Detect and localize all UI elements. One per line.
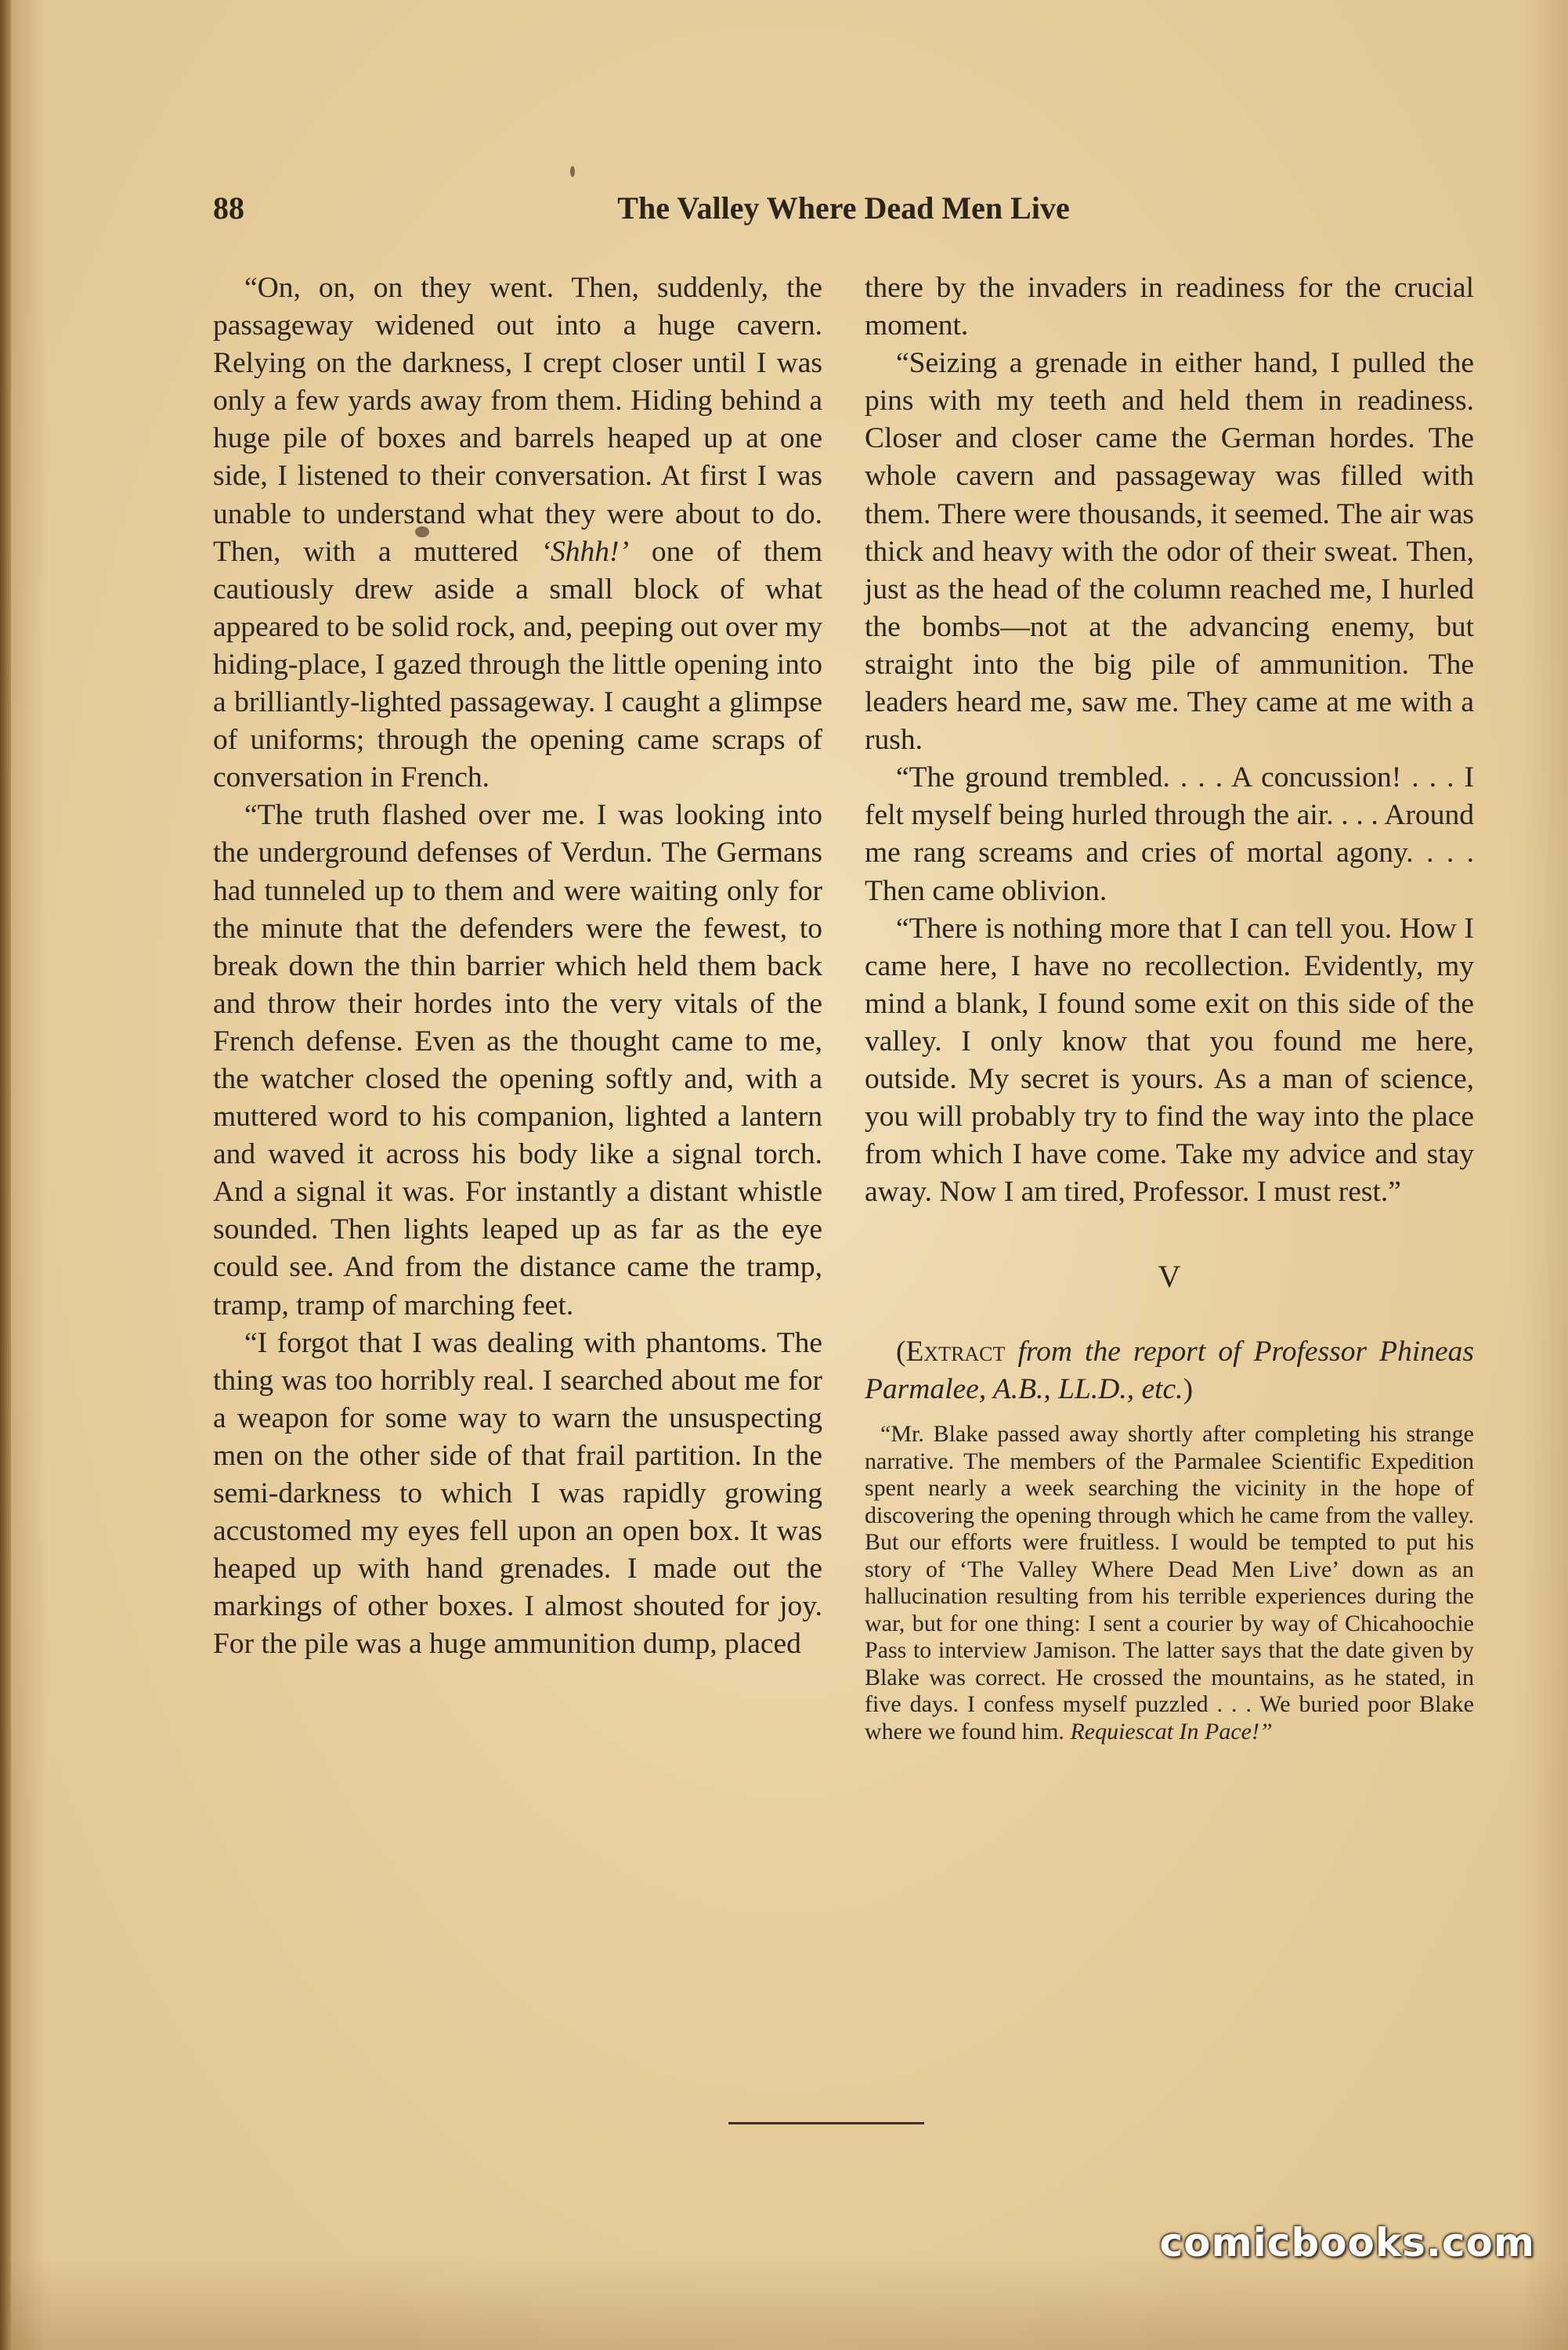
paragraph-text: one of them cautiously drew aside a small block of what appeared to be solid rock, and, peeping out over my hiding-place, I gazed through the little opening into a brilliantly-lighted passageway. I caught a glimpse of uniforms; through the opening came scraps of conversation in French. <box>213 535 822 794</box>
report-text <box>865 1421 1474 1745</box>
page-edge <box>0 0 11 2350</box>
paragraph-text: “On, on, on they went. Then, suddenly, the passageway widened out into a huge cavern. Relying on the darkness, I crept closer until I was only a few yards away from them. Hiding behind a huge pile of boxes and barrels heaped up at one side, I listened to their conversation. At first I was unable to understand what they were about to do. Then, with a muttered <box>213 272 822 568</box>
report-latin: Requiescat In Pace!” <box>1070 1718 1273 1744</box>
paragraph: “I forgot that I was dealing with phantoms. The thing was too horribly real. I searched about me for a weapon for some way to warn the unsuspecting men on the other side of that frail partition. In the semi-darkness to which I was rapidly growing accustomed my eyes fell upon an open box. It was heaped up with hand grenades. I made out the markings of other boxes. I almost shouted for joy. For the pile was a huge ammunition dump, placed <box>213 1326 822 1661</box>
extract-heading <box>865 1333 1474 1408</box>
paragraph: “Seizing a grenade in either hand, I pulled the pins with my teeth and held them in readiness. Closer and closer came the German hordes. The whole cavern and passageway was filled with them. There were thousands, it seemed. The air was thick and heavy with the odor of their sweat. Then, just as the head of the column reached me, I hurled the bombs—not at the advancing enemy, but straight into the big pile of ammunition. The leaders heard me, saw me. They came at me with a rush. <box>865 347 1474 757</box>
paren: ) <box>1183 1373 1194 1406</box>
report-body: “Mr. Blake passed away shortly after completing his strange narrative. The members of the Parmalee Scientific Expedition spent nearly a week searching the vicinity in the hope of discovering the opening through which he came from the valley. But our efforts were fruitless. I would be tempted to put his story of ‘The Valley Where Dead Men Live’ down as an hallucination resulting from his terrible experiences during the war, but for one thing: I sent a courier by way of Chicahoochie Pass to interview Jamison. The latter says that the date given by Blake was correct. He crossed the mountains, as he stated, in five days. I confess myself puzzled . . . We buried poor Blake where we found him. <box>865 1421 1474 1744</box>
page-header <box>213 190 1474 237</box>
paragraph: “There is nothing more that I can tell you. How I came here, I have no recollection. Evidently, my mind a blank, I found some exit on this side of the valley. I only know that you found me here, outside. My secret is yours. As a man of science, you will probably try to find the way into the place from which I have come. Take my advice and stay away. Now I am tired, Professor. I must rest.” <box>865 912 1474 1209</box>
paragraph-continuation: there by the invaders in readiness for the crucial moment. <box>865 272 1474 342</box>
end-rule <box>728 2122 924 2124</box>
watermark: comicbooks.com <box>1159 2220 1535 2265</box>
paragraph <box>213 269 822 797</box>
right-column <box>865 269 1474 1745</box>
extract-source: from the report of Professor Phineas Parmalee, A.B., LL.D., etc. <box>865 1336 1474 1406</box>
page-number: 88 <box>213 190 244 226</box>
running-title: The Valley Where Dead Men Live <box>617 190 1070 226</box>
paragraph: “The truth flashed over me. I was looking into the underground defenses of Verdun. The Germans had tunneled up to them and were waiting only for the minute that the defenders were the fewest, to break down the thin barrier which held them back and throw their hordes into the very vitals of the French defense. Even as the thought came to me, the watcher closed the opening softly and, with a muttered word to his companion, lighted a lantern and waved it across his body like a signal torch. And a signal it was. For instantly a distant whistle sounded. Then lights leaped up as far as the eye could see. And from the distance came the tramp, tramp, tramp of marching feet. <box>213 799 822 1321</box>
paragraph: “The ground trembled. . . . A concussion! . . . I felt myself being hurled through the air. . . . Around me rang screams and cries of mortal agony. . . . Then came oblivion. <box>865 761 1474 907</box>
italic-exclamation: ‘Shhh!’ <box>540 535 629 568</box>
section-numeral: V <box>1158 1259 1181 1295</box>
ink-speck <box>570 166 575 177</box>
left-column <box>213 269 822 1663</box>
extract-lead: Extract <box>905 1336 1006 1368</box>
paren: ( <box>896 1336 906 1368</box>
